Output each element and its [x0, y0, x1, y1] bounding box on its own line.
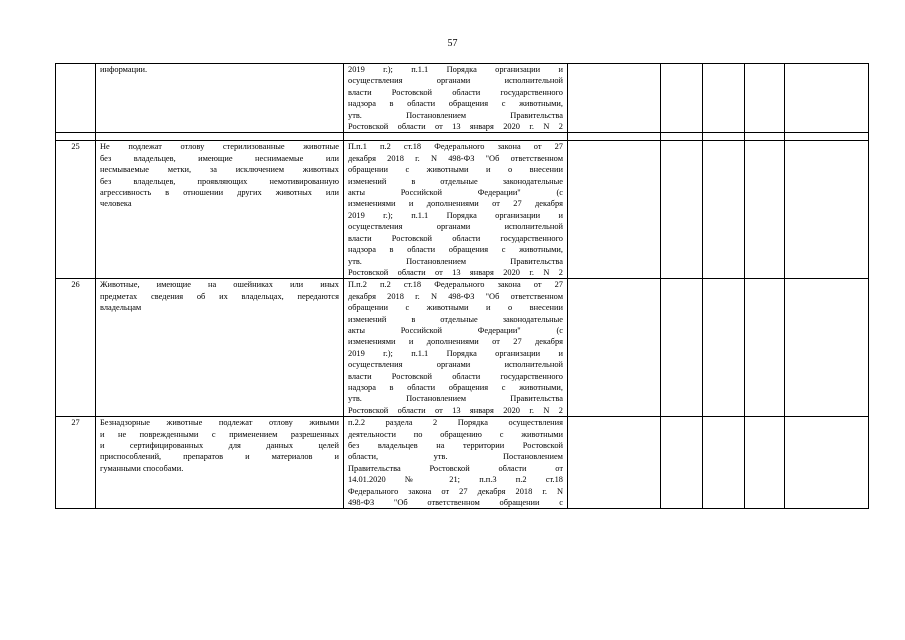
requirement-text-line: Животные, имеющие на ошейниках или иных	[100, 280, 339, 290]
requirement-text-line: Не подлежат отлову стерилизованные животные	[100, 142, 339, 152]
legal-act-text-line: обращении с животными и о внесении	[348, 303, 563, 313]
legal-act-text-line: декабря 2018 г. N 498-ФЗ "Об ответственном	[348, 153, 563, 163]
empty-cell	[745, 279, 785, 417]
requirement-text-line: информации.	[100, 65, 148, 74]
legal-act-text-line: акты Российской Федерации" (с	[348, 325, 563, 335]
legal-act-text-line: Ростовской области от 13 января 2020 г. N 2	[348, 122, 563, 132]
legal-act-text-line: без владельцев на территории Ростовской	[348, 441, 563, 450]
empty-cell	[661, 279, 703, 417]
legal-act-text-line: 14.01.2020 № 21; п.п.3 п.2 ст.18	[348, 475, 563, 485]
requirement-text-line: без владельцев, имеющие неснимаемые или	[100, 153, 339, 163]
legal-act-text-line: осуществления органами исполнительной	[348, 222, 563, 232]
spacer-cell	[745, 133, 785, 141]
table-row	[56, 141, 869, 279]
empty-cell	[703, 141, 745, 279]
requirement-text-line: владельцам	[100, 303, 142, 313]
row-number	[56, 64, 96, 133]
empty-cell	[745, 417, 785, 509]
empty-cell	[568, 141, 661, 279]
table-row	[56, 279, 869, 417]
legal-act-text-line: акты Российской Федерации" (с	[348, 188, 563, 198]
legal-act-text-line: 2019 г.); п.1.1 Порядка организации и	[348, 210, 563, 220]
row-number: 27	[56, 417, 96, 509]
empty-cell	[703, 417, 745, 509]
requirements-table	[55, 63, 869, 509]
legal-act-text-line: области, утв. Постановлением	[348, 452, 563, 462]
legal-act-text-line: изменениями и дополнениями от 27 декабря	[348, 199, 563, 209]
legal-act-text-line: 2019 г.); п.1.1 Порядка организации и	[348, 348, 563, 358]
legal-act-text-line: власти Ростовской области государственного	[348, 87, 563, 97]
empty-cell	[703, 64, 745, 133]
table-row	[56, 417, 869, 509]
empty-cell	[568, 417, 661, 509]
spacer-cell	[56, 133, 96, 141]
legal-act-text-line: надзора в области обращения с животными,	[348, 245, 563, 255]
legal-act-cell	[344, 141, 568, 279]
empty-cell	[785, 417, 869, 509]
requirement-text-line: несмываемые метки, за исключением животных	[100, 165, 339, 175]
legal-act-text-line: утв. Постановлением Правительства	[348, 256, 563, 266]
row-number: 25	[56, 141, 96, 279]
empty-cell	[745, 141, 785, 279]
legal-act-cell	[344, 279, 568, 417]
empty-cell	[745, 64, 785, 133]
legal-act-text-line: 498-ФЗ "Об ответственном обращении с	[348, 498, 563, 508]
legal-act-text-line: власти Ростовской области государственного	[348, 371, 563, 381]
empty-cell	[703, 279, 745, 417]
empty-cell	[661, 141, 703, 279]
spacer-cell	[344, 133, 568, 141]
empty-cell	[785, 141, 869, 279]
legal-act-cell	[344, 64, 568, 133]
requirement-cell	[96, 141, 344, 279]
legal-act-text-line: надзора в области обращения с животными,	[348, 382, 563, 392]
spacer-cell	[785, 133, 869, 141]
row-number: 26	[56, 279, 96, 417]
requirement-text-line: человека	[100, 199, 132, 209]
spacer-cell	[568, 133, 661, 141]
spacer-cell	[703, 133, 745, 141]
legal-act-text-line: Ростовской области от 13 января 2020 г. N 2	[348, 405, 563, 415]
legal-act-text-line: утв. Постановлением Правительства	[348, 110, 563, 120]
legal-act-text-line: изменениями и дополнениями от 27 декабря	[348, 337, 563, 347]
requirement-cell	[96, 279, 344, 417]
table-row	[56, 64, 869, 133]
legal-act-text-line: изменений в отдельные законодательные	[348, 314, 563, 324]
empty-cell	[568, 64, 661, 133]
legal-act-text-line: власти Ростовской области государственного	[348, 233, 563, 243]
page-number: 57	[447, 38, 458, 49]
requirement-text-line: и не поврежденными с применением разрешенных	[100, 429, 339, 439]
legal-act-text-line: изменений в отдельные законодательные	[348, 176, 563, 186]
requirement-cell	[96, 64, 344, 133]
empty-cell	[661, 64, 703, 133]
legal-act-text-line: утв. Постановлением Правительства	[348, 394, 563, 404]
legal-act-text-line: П.п.2 п.2 ст.18 Федерального закона от 27	[348, 280, 563, 290]
legal-act-text-line: деятельности по обращению с животными	[348, 429, 563, 439]
spacer-cell	[96, 133, 344, 141]
legal-act-text-line: Федерального закона от 27 декабря 2018 г. N	[348, 486, 563, 496]
requirement-text-line: приспособлений, препаратов и материалов и	[100, 452, 339, 462]
empty-cell	[785, 64, 869, 133]
legal-act-text-line: 2019 г.); п.1.1 Порядка организации и	[348, 65, 563, 74]
legal-act-text-line: надзора в области обращения с животными,	[348, 99, 563, 109]
legal-act-text-line: п.2.2 раздела 2 Порядка осуществления	[348, 418, 563, 428]
requirement-text-line: агрессивность в отношении других животных или	[100, 188, 339, 198]
legal-act-text-line: П.п.1 п.2 ст.18 Федерального закона от 27	[348, 142, 563, 152]
legal-act-text-line: осуществления органами исполнительной	[348, 360, 563, 370]
spacer-cell	[661, 133, 703, 141]
table-spacer-row	[56, 133, 869, 141]
requirement-cell	[96, 417, 344, 509]
empty-cell	[785, 279, 869, 417]
requirement-text-line: предметах сведения об их владельцах, передаются	[100, 291, 339, 301]
legal-act-text-line: Правительства Ростовской области от	[348, 463, 563, 473]
requirement-text-line: без владельцев, проявляющих немотивированную	[100, 176, 339, 186]
requirement-text-line: и сертифицированных для данных целей	[100, 441, 339, 450]
legal-act-text-line: осуществления органами исполнительной	[348, 76, 563, 86]
legal-act-text-line: декабря 2018 г. N 498-ФЗ "Об ответственном	[348, 291, 563, 301]
requirement-text-line: Безнадзорные животные подлежат отлову живыми	[100, 418, 339, 428]
empty-cell	[661, 417, 703, 509]
legal-act-text-line: Ростовской области от 13 января 2020 г. N 2	[348, 267, 563, 277]
requirement-text-line: гуманными способами.	[100, 463, 184, 473]
legal-act-text-line: обращении с животными и о внесении	[348, 165, 563, 175]
legal-act-cell	[344, 417, 568, 509]
empty-cell	[568, 279, 661, 417]
